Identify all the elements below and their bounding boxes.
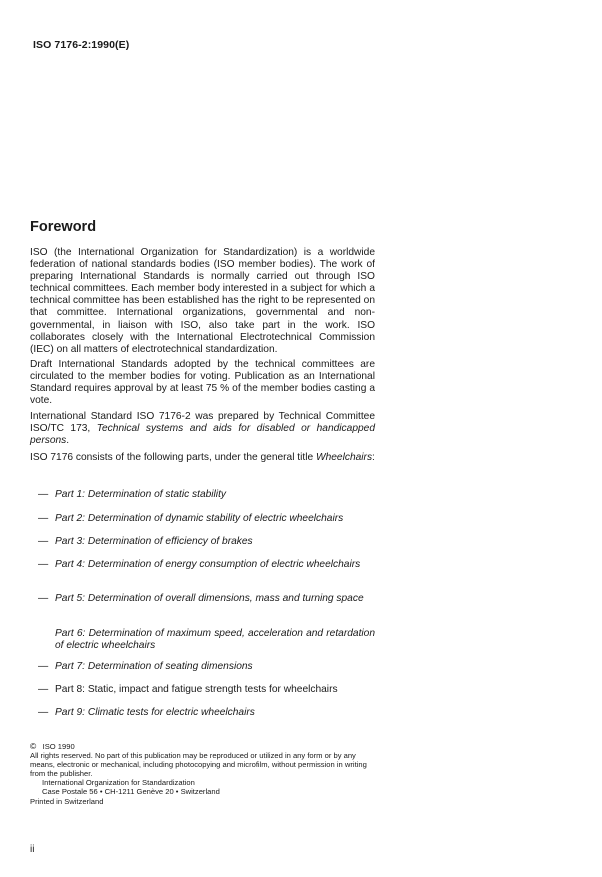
list-dash: — — [38, 707, 49, 718]
copyright-symbol-icon: © — [30, 741, 37, 751]
part-list-item — [38, 684, 375, 696]
list-dash: — — [38, 513, 49, 524]
part-list-item — [38, 628, 375, 652]
foreword-paragraph-3 — [30, 411, 375, 447]
para4-lead: ISO 7176 consists of the following parts, under the general title — [30, 452, 316, 463]
foreword-paragraph-2: Draft International Standards adopted by the technical committees are circulated to the member bodies for voting. Publication as an International Standard requires approval by at least 75 % of the member bodies casting a vote. — [30, 359, 375, 407]
part-list-item — [38, 513, 375, 525]
list-dash: — — [38, 489, 49, 500]
part-list-item — [38, 593, 375, 605]
part-title: Part 6: Determination of maximum speed, acceleration and retardation of electric wheelchairs — [55, 628, 375, 652]
part-title: Part 1: Determination of static stability — [55, 489, 226, 500]
list-dash: — — [38, 661, 49, 672]
list-dash: — — [38, 559, 49, 570]
part-title: Part 2: Determination of dynamic stability of electric wheelchairs — [55, 513, 344, 524]
part-list-item — [38, 661, 375, 673]
rights-statement: All rights reserved. No part of this publication may be reproduced or utilized in any form or by any means, electronic or mechanical, including photocopying and microfilm, without permission in writing from the publisher. — [30, 751, 367, 779]
part-title: Part 7: Determination of seating dimensions — [55, 661, 253, 672]
copyright-block — [30, 742, 380, 806]
publisher-org: International Organization for Standardization — [42, 778, 195, 788]
list-dash: — — [38, 593, 49, 604]
part-list-item — [38, 559, 375, 571]
copyright-line — [30, 742, 380, 751]
part-title: Part 8: Static, impact and fatigue strength tests for wheelchairs — [55, 684, 338, 695]
part-list-item — [38, 536, 375, 548]
page-number: ii — [30, 844, 35, 855]
list-dash: — — [38, 684, 49, 695]
general-title: Wheelchairs — [315, 452, 373, 463]
part-title: Part 4: Determination of energy consumption of electric wheelchairs — [55, 559, 361, 570]
para3-end: . — [66, 435, 70, 447]
foreword-paragraph-4 — [30, 452, 375, 464]
part-title: Part 5: Determination of overall dimensions, mass and turning space — [55, 593, 364, 604]
part-title: Part 3: Determination of efficiency of brakes — [55, 536, 253, 547]
foreword-heading: Foreword — [30, 219, 97, 235]
para3-lead: International Standard ISO 7176-2 was prepared by Technical Committee ISO/TC 173, — [30, 411, 375, 435]
printed-in: Printed in Switzerland — [30, 796, 104, 806]
part-title: Part 9: Climatic tests for electric wheelchairs — [55, 707, 255, 718]
foreword-paragraph-1: ISO (the International Organization for Standardization) is a worldwide federation of national standards bodies (ISO member bodies). The work of preparing International Standards is normally carried out through ISO technical committees. Each member body interested in a subject for which a technical committee has been established has the right to be represented on that committee. International organizations, governmental and non-governmental, in liaison with ISO, also take part in the work. ISO collaborates closely with the International Electrotechnical Commission (IEC) on all matters of electrotechnical standardization. — [30, 247, 375, 355]
publisher-address: Case Postale 56 • CH-1211 Genève 20 • Switzerland — [42, 787, 220, 797]
part-list-item — [38, 489, 375, 501]
document-id: ISO 7176-2:1990(E) — [33, 39, 130, 51]
list-dash: — — [38, 536, 49, 547]
copyright-notice: ISO 1990 — [42, 742, 75, 751]
part-list-item — [38, 707, 375, 719]
committee-title: Technical systems and aids for disabled or handicapped persons — [30, 423, 375, 447]
para4-end: : — [372, 452, 375, 463]
